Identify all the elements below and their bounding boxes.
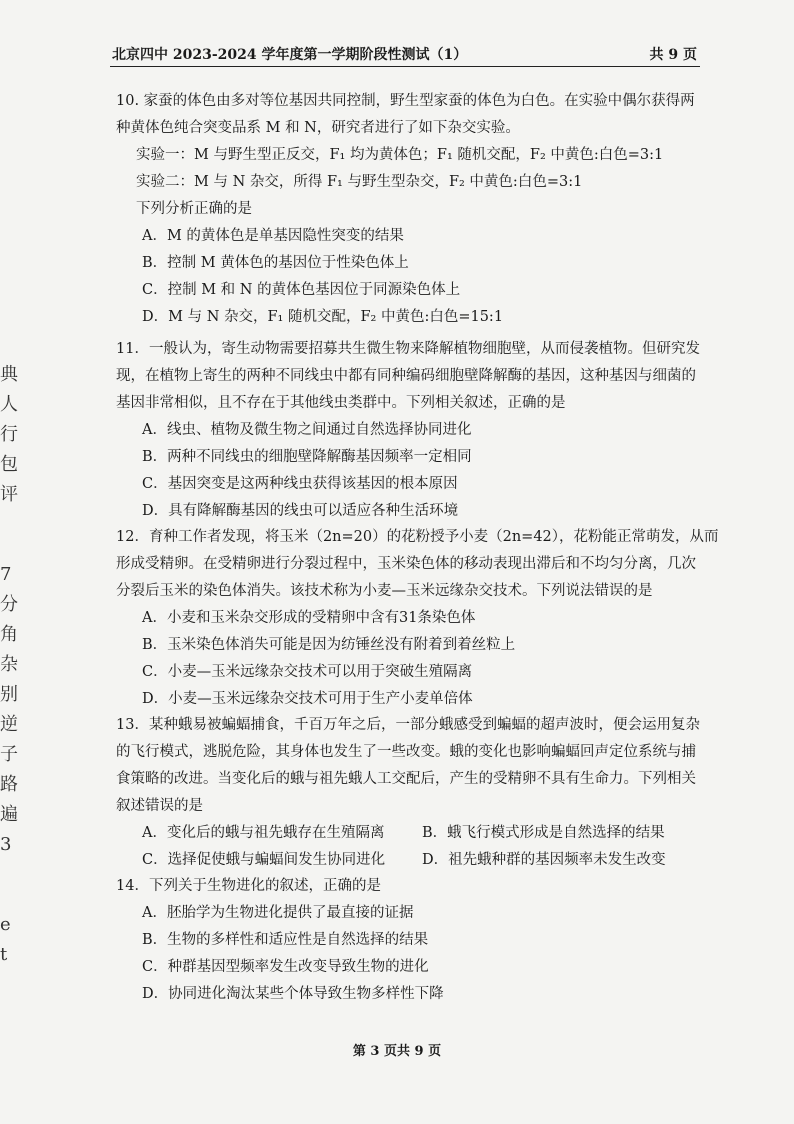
margin-char: 3 — [0, 834, 12, 855]
option-d: D．M 与 N 杂交，F₁ 随机交配，F₂ 中黄色:白色=15:1 — [142, 309, 504, 325]
question-14 — [116, 873, 676, 1008]
option-a: A．变化后的蛾与祖先蛾存在生殖隔离 — [142, 825, 385, 841]
question-stem-line: 基因非常相似，且不存在于其他线虫类群中。下列相关叙述，正确的是 — [116, 395, 566, 411]
question-stem-line: 分裂后玉米的染色体消失。该技术称为小麦—玉米远缘杂交技术。下列说法错误的是 — [116, 583, 653, 599]
page-header — [112, 44, 697, 64]
margin-char: t — [0, 944, 8, 965]
question-stem-line: 种黄体色纯合突变品系 M 和 N，研究者进行了如下杂交实验。 — [116, 120, 520, 136]
question-stem-line: 叙述错误的是 — [116, 798, 203, 814]
option-a: A．M 的黄体色是单基因隐性突变的结果 — [142, 228, 404, 244]
question-12 — [116, 524, 719, 713]
options-grid — [116, 820, 676, 874]
margin-char: 7 — [0, 564, 12, 585]
header-page-total: 共 9 页 — [649, 47, 697, 63]
page-footer: 第 3 页共 9 页 — [352, 1044, 442, 1059]
margin-char: 子 — [0, 744, 18, 765]
option-b: B．蛾飞行模式形成是自然选择的结果 — [422, 825, 665, 841]
margin-char: 典 — [0, 364, 18, 385]
experiment-1-line: 实验一：M 与野生型正反交，F₁ 均为黄体色；F₁ 随机交配，F₂ 中黄色:白色=3:1 — [136, 147, 664, 163]
question-stem-line: 10. 家蚕的体色由多对等位基因共同控制，野生型家蚕的体色为白色。在实验中偶尔获得两 — [116, 93, 695, 109]
question-stem-line: 的飞行模式，逃脱危险，其身体也发生了一些改变。蛾的变化也影响蝙蝠回声定位系统与捕 — [116, 744, 696, 760]
question-stem-line: 形成受精卵。在受精卵进行分裂过程中，玉米染色体的移动表现出滞后和不均匀分离，几次 — [116, 556, 696, 572]
margin-char: 包 — [0, 454, 18, 475]
margin-char: 逆 — [0, 714, 18, 735]
left-margin-bleed-text — [0, 360, 22, 970]
option-a: A．线虫、植物及微生物之间通过自然选择协同进化 — [142, 422, 472, 438]
option-c: C．小麦—玉米远缘杂交技术可以用于突破生殖隔离 — [142, 664, 473, 680]
option-b: B．控制 M 黄体色的基因位于性染色体上 — [142, 255, 409, 271]
option-c: C．选择促使蛾与蝙蝠间发生协同进化 — [142, 852, 386, 868]
question-stem-line: 现，在植物上寄生的两种不同线虫中都有同种编码细胞壁降解酶的基因，这种基因与细菌的 — [116, 368, 696, 384]
margin-char: 杂 — [0, 654, 18, 675]
question-stem-line: 食策略的改进。当变化后的蛾与祖先蛾人工交配后，产生的受精卵不具有生命力。下列相关 — [116, 771, 696, 787]
experiment-2-line: 实验二：M 与 N 杂交，所得 F₁ 与野生型杂交，F₂ 中黄色:白色=3:1 — [136, 174, 583, 190]
option-d: D．具有降解酶基因的线虫可以适应各种生活环境 — [142, 503, 459, 519]
option-d: D．祖先蛾种群的基因频率未发生改变 — [422, 852, 666, 868]
option-b: B．两种不同线虫的细胞壁降解酶基因频率一定相同 — [142, 449, 472, 465]
option-c: C．种群基因型频率发生改变导致生物的进化 — [142, 959, 429, 975]
margin-char: 评 — [0, 484, 18, 505]
option-d: D．协同进化淘汰某些个体导致生物多样性下降 — [142, 986, 444, 1002]
question-prompt-line: 下列分析正确的是 — [136, 201, 252, 217]
question-stem-line: 14．下列关于生物进化的叙述，正确的是 — [116, 878, 381, 894]
header-divider — [110, 66, 700, 67]
margin-char: 路 — [0, 774, 18, 795]
question-stem-line: 12．育种工作者发现，将玉米（2n=20）的花粉授予小麦（2n=42），花粉能正常萌发，从而 — [116, 529, 719, 545]
question-11 — [116, 336, 700, 525]
margin-char: 人 — [0, 394, 18, 415]
margin-char: 别 — [0, 684, 18, 705]
margin-char: 角 — [0, 624, 18, 645]
margin-char: e — [0, 914, 11, 935]
option-c: C．基因突变是这两种线虫获得该基因的根本原因 — [142, 476, 458, 492]
option-a: A．胚胎学为生物进化提供了最直接的证据 — [142, 905, 414, 921]
option-a: A．小麦和玉米杂交形成的受精卵中含有31条染色体 — [142, 610, 476, 626]
question-10 — [116, 88, 695, 331]
option-d: D．小麦—玉米远缘杂交技术可用于生产小麦单倍体 — [142, 691, 473, 707]
margin-char: 行 — [0, 424, 18, 445]
question-stem-line: 11．一般认为，寄生动物需要招募共生微生物来降解植物细胞壁，从而侵袭植物。但研究发 — [116, 341, 700, 357]
question-13 — [116, 712, 700, 874]
option-b: B．玉米染色体消失可能是因为纺锤丝没有附着到着丝粒上 — [142, 637, 516, 653]
margin-char: 遍 — [0, 804, 18, 825]
option-b: B．生物的多样性和适应性是自然选择的结果 — [142, 932, 429, 948]
margin-char: 分 — [0, 594, 18, 615]
question-stem-line: 13．某种蛾易被蝙蝠捕食，千百万年之后，一部分蛾感受到蝙蝠的超声波时，便会运用复杂 — [116, 717, 700, 733]
option-c: C．控制 M 和 N 的黄体色基因位于同源染色体上 — [142, 282, 461, 298]
header-exam-title: 北京四中 2023-2024 学年度第一学期阶段性测试（1） — [112, 47, 468, 63]
